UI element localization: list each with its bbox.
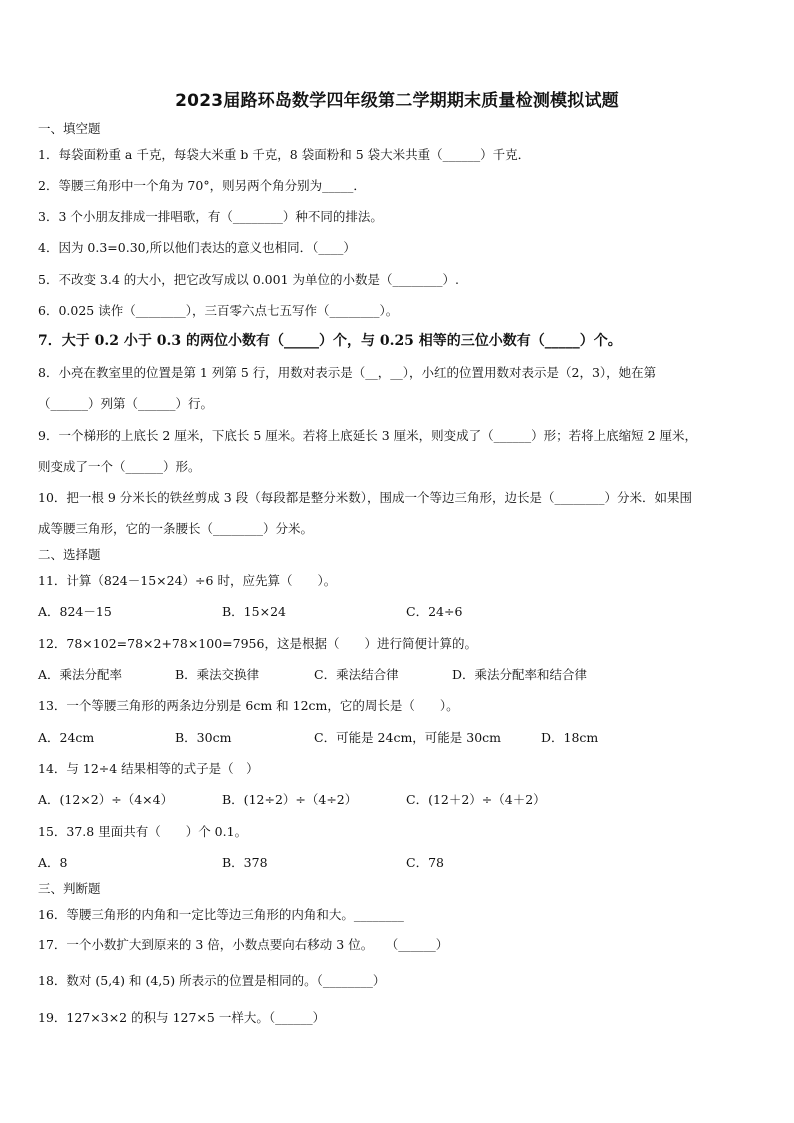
q15-option-c: C．78 <box>406 855 444 870</box>
question-9-line1: 9．一个梯形的上底长 2 厘米，下底长 5 厘米。若将上底延长 3 厘米，则变成了（______）形；若将上底缩短 2 厘米， <box>38 428 698 443</box>
question-12: 12．78×102=78×2+78×100=7956，这是根据（ ）进行简便计算的。 <box>38 636 477 651</box>
question-6: 6．0.025 读作（________），三百零六点七五写作（________）。 <box>38 303 399 318</box>
question-14: 14．与 12÷4 结果相等的式子是（ ） <box>38 761 259 776</box>
q12-option-b: B．乘法交换律 <box>175 667 260 682</box>
q15-option-b: B．378 <box>222 855 268 870</box>
q11-option-c: C．24÷6 <box>406 604 463 619</box>
section-heading-fill-blank: 一、填空题 <box>38 121 101 136</box>
question-11: 11．计算（824－15×24）÷6 时，应先算（ ）。 <box>38 573 337 588</box>
q14-option-b: B．(12÷2）÷（4÷2） <box>222 792 358 807</box>
question-7: 7．大于 0.2 小于 0.3 的两位小数有（_____）个，与 0.25 相等的三位小数有（_____）个。 <box>38 333 622 349</box>
q15-option-a: A．8 <box>38 855 68 870</box>
question-5: 5．不改变 3.4 的大小，把它改写成以 0.001 为单位的小数是（________）. <box>38 272 459 287</box>
section-heading-choice: 二、选择题 <box>38 547 101 562</box>
question-17: 17．一个小数扩大到原来的 3 倍，小数点要向右移动 3 位。 （______） <box>38 937 449 952</box>
q13-option-d: D．18cm <box>541 730 599 745</box>
q14-option-c: C．(12＋2）÷（4＋2） <box>406 792 546 807</box>
q11-option-b: B．15×24 <box>222 604 286 619</box>
question-18: 18．数对 (5,4) 和 (4,5) 所表示的位置是相同的。（________） <box>38 973 386 988</box>
question-3: 3．3 个小朋友排成一排唱歌，有（________）种不同的排法。 <box>38 209 383 224</box>
question-16: 16．等腰三角形的内角和一定比等边三角形的内角和大。________ <box>38 907 404 922</box>
question-8-line2: （______）列第（______）行。 <box>38 396 214 411</box>
question-1: 1．每袋面粉重 a 千克，每袋大米重 b 千克，8 袋面粉和 5 袋大米共重（______）千克． <box>38 147 531 162</box>
question-8-line1: 8．小亮在教室里的位置是第 1 列第 5 行，用数对表示是（__，__），小红的位置用数对表示是（2，3），她在第 <box>38 365 657 380</box>
q12-option-d: D．乘法分配率和结合律 <box>452 667 588 682</box>
q14-option-a: A．(12×2）÷（4×4） <box>38 792 174 807</box>
q13-option-b: B．30cm <box>175 730 232 745</box>
question-13: 13．一个等腰三角形的两条边分别是 6cm 和 12cm，它的周长是（ ）。 <box>38 698 459 713</box>
question-4: 4．因为 0.3=0.30,所以他们表达的意义也相同．（____） <box>38 240 356 255</box>
question-10-line2: 成等腰三角形，它的一条腰长（________）分米。 <box>38 521 314 536</box>
question-9-line2: 则变成了一个（______）形。 <box>38 459 201 474</box>
q12-option-c: C．乘法结合律 <box>314 667 399 682</box>
page-title: 2023届路环岛数学四年级第二学期期末质量检测模拟试题 <box>175 91 619 111</box>
question-10-line1: 10．把一根 9 分米长的铁丝剪成 3 段（每段都是整分米数），围成一个等边三角形，边长是（________）分米．如果围 <box>38 490 692 505</box>
q13-option-c: C．可能是 24cm，可能是 30cm <box>314 730 502 745</box>
q12-option-a: A．乘法分配率 <box>38 667 123 682</box>
section-heading-judgement: 三、判断题 <box>38 881 101 896</box>
question-2: 2．等腰三角形中一个角为 70°，则另两个角分别为_____． <box>38 178 366 193</box>
question-19: 19．127×3×2 的积与 127×5 一样大。（______） <box>38 1010 326 1025</box>
q13-option-a: A．24cm <box>38 730 95 745</box>
q11-option-a: A．824－15 <box>38 604 112 619</box>
question-15: 15．37.8 里面共有（ ）个 0.1。 <box>38 824 248 839</box>
